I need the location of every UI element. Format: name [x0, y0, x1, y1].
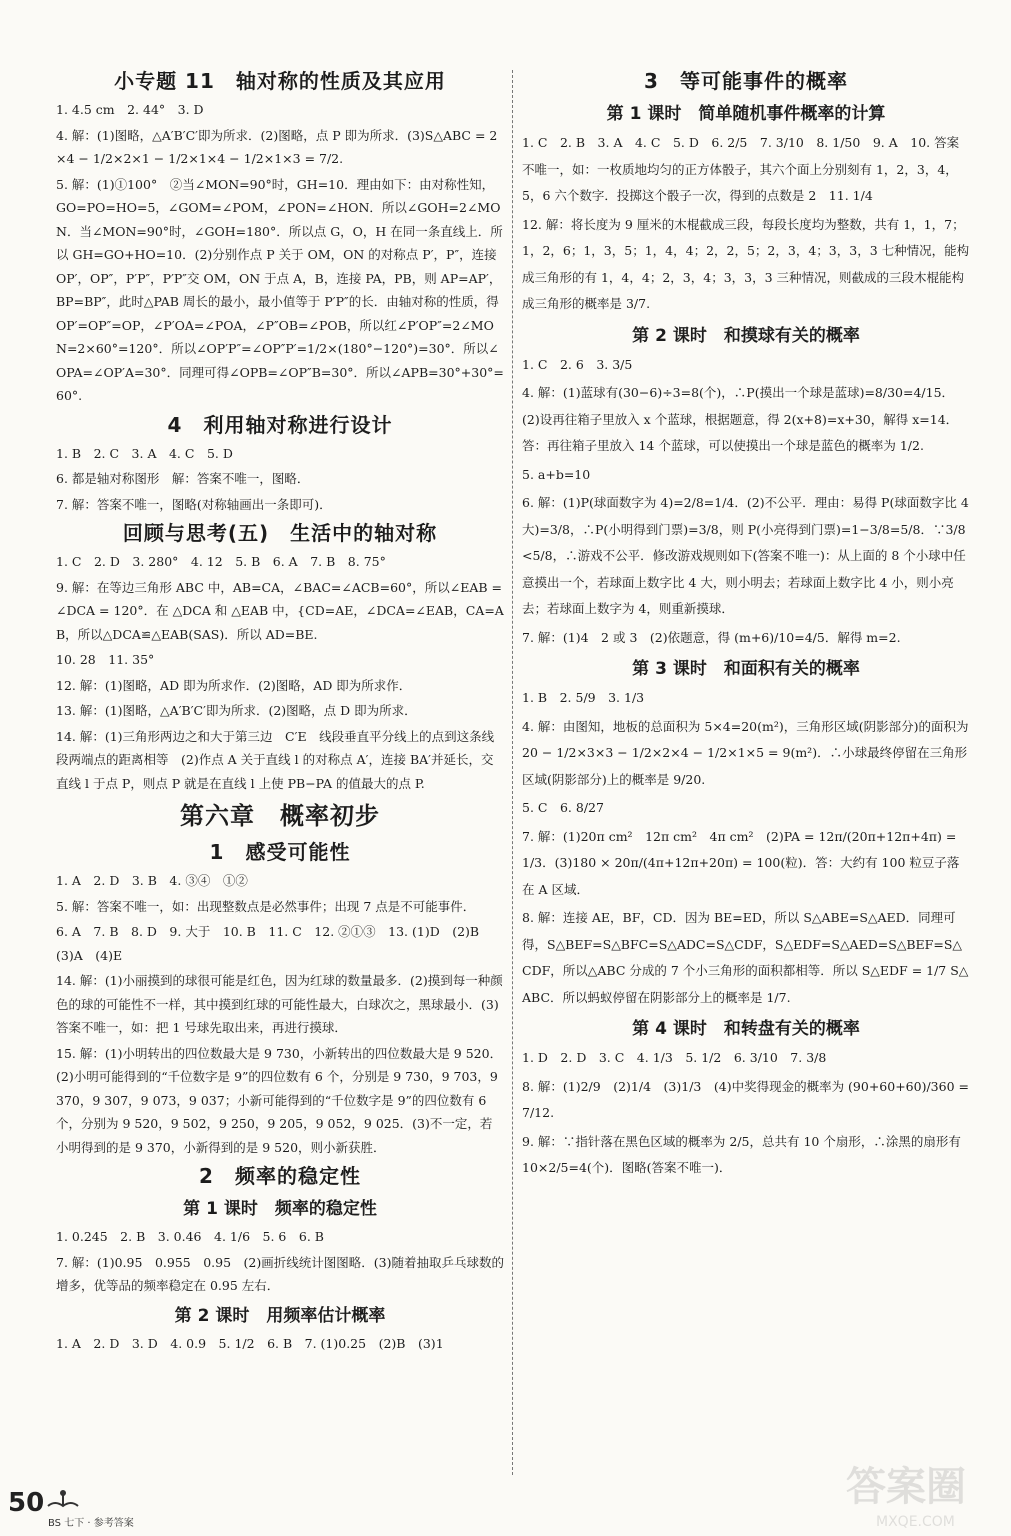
answer-paragraph: 4. 解：(1)图略，△A′B′C′即为所求．(2)图略，点 P 即为所求．(3)S△ABC = 2×4 − 1/2×2×1 − 1/2×1×4 − 1/2×1×3 = 7/2.	[56, 127, 498, 166]
lesson-heading: 第 1 课时 简单随机事件概率的计算	[606, 104, 886, 124]
answer-paragraph: 7. 解：(1)4 2 或 3 (2)依题意，得 (m+6)/10=4/5．解得 m=2.	[522, 629, 901, 645]
answer-paragraph: 8. 解：(1)2/9 (2)1/4 (3)1/3 (4)中奖得现金的概率为 (90+60+60)/360 = 7/12.	[522, 1078, 973, 1120]
lesson-heading: 第 3 课时 和面积有关的概率	[632, 659, 860, 679]
section-heading: 4 利用轴对称进行设计	[167, 412, 393, 437]
answer-paragraph: 1. B 2. C 3. A 4. C 5. D	[56, 445, 233, 461]
section-heading: 小专题 11 轴对称的性质及其应用	[114, 69, 446, 93]
watermark-logo-icon	[836, 1452, 996, 1532]
answer-paragraph: 7. 解：(1)20π cm² 12π cm² 4π cm² (2)PA = 12π/(20π+12π+4π) = 1/3．(3)180 × 20π/(4π+12π+20π) = 100(粒)．答：大约有 100 粒豆子落在 A 区域．	[522, 828, 961, 897]
answer-paragraph: 14. 解：(1)小丽摸到的球很可能是红色，因为红球的数量最多．(2)摸到每一种颜色的球的可能性不一样，其中摸到红球的可能性最大，白球次之，黑球最小．(3)答案不唯一，如：把 1 号球先取出来，再进行摸球．	[56, 973, 503, 1035]
lesson-heading: 第 2 课时 和摸球有关的概率	[632, 325, 860, 346]
answer-paragraph: 13. 解：(1)图略，△A′B′C′即为所求．(2)图略，点 D 即为所求．	[56, 703, 417, 718]
lesson-heading: 第 2 课时 用频率估计概率	[174, 1305, 386, 1326]
lesson-heading: 第 1 课时 频率的稳定性	[183, 1199, 377, 1219]
answer-paragraph: 4. 解：(1)蓝球有(30−6)÷3=8(个)，∴P(摸出一个球是蓝球)=8/30=4/15．(2)设再往箱子里放入 x 个蓝球，根据题意，得 2(x+8)=x+30，解得 x=14．答：再往箱子里放入 14 个蓝球，可以使摸出一个球是蓝色的概率为 1/2.	[522, 385, 959, 453]
section-heading: 第六章 概率初步	[180, 802, 380, 830]
page-number: 50	[8, 1488, 45, 1518]
answer-paragraph: 1. 4.5 cm 2. 44° 3. D	[56, 102, 204, 117]
answer-paragraph: 1. C 2. 6 3. 3/5	[522, 356, 633, 372]
section-heading: 2 频率的稳定性	[199, 1164, 361, 1188]
answer-paragraph: 1. 0.245 2. B 3. 0.46 4. 1/6 5. 6 6. B	[56, 1229, 324, 1244]
answer-paragraph: 12. 解：(1)图略，AD 即为所求作．(2)图略，AD 即为所求作．	[56, 677, 412, 693]
section-heading: 1 感受可能性	[209, 840, 351, 864]
answer-paragraph: 5. 解：(1)①100° ②当∠MON=90°时，GH=10．理由如下：由对称性知，GO=PO=HO=5，∠GOM=∠POM，∠PON=∠HON．所以∠GOH=2∠MON．当∠MON=90°时，∠GOH=180°．所以点 G，O，H 在同一条直线上．所以 GH=GO+HO=10．(2)分别作点 P 关于 OM，ON 的对称点 P′，P″，连接 OP′，OP″，P′P″，P′P″交 OM，ON 于点 A，B，连接 PA，PB，则 AP=AP′，BP=BP″，此时△PAB 周长的最小，最小值等于 P′P″的长．由轴对称的性质，得 OP′=OP″=OP，∠P′OA=∠POA，∠P″OB=∠POB，所以红∠P′OP″=2∠MON=2×60°=120°．所以∠OP′P″=∠OP″P′=1/2×(180°−120°)=30°．所以∠OPA=∠OP′A=30°．同理可得∠OPB=∠OP″B=30°．所以∠APB=30°+30°=60°.	[56, 176, 504, 403]
answer-paragraph: 1. B 2. 5/9 3. 1/3	[522, 690, 645, 705]
answer-paragraph: 6. 都是轴对称图形 解：答案不唯一，图略．	[56, 471, 310, 486]
answer-paragraph: 1. D 2. D 3. C 4. 1/3 5. 1/2 6. 3/10 7. 3/8	[522, 1050, 827, 1065]
answer-paragraph: 12. 解：将长度为 9 厘米的木棍截成三段，每段长度均为整数，共有 1，1，7；1，2，6；1，3，5；1，4，4；2，2，5；2，3，4；3，3，3 七种情况，能构成三角形的有 1，4，4；2，3，4；3，3，3 三种情况，则截成的三段木棍能构成三角形的概率是 3/7.	[522, 216, 970, 311]
answer-paragraph: 9. 解：在等边三角形 ABC 中，AB=CA，∠BAC=∠ACB=60°，所以∠EAB = ∠DCA = 120°．在 △DCA 和 △EAB 中，{CD=AE，∠DCA=∠EAB，CA=AB，所以△DCA≌△EAB(SAS)．所以 AD=BE.	[56, 579, 506, 642]
answer-paragraph: 1. A 2. D 3. D 4. 0.9 5. 1/2 6. B 7. (1)0.25 (2)B (3)1	[56, 1335, 444, 1351]
footer-label: BS 七下 · 参考答案	[48, 1518, 134, 1529]
answer-paragraph: 1. A 2. D 3. B 4. ③④ ①②	[56, 873, 248, 888]
watermark-cn: 答案圈	[846, 1464, 966, 1510]
book-logo-icon	[46, 1488, 80, 1510]
section-heading: 回顾与思考(五) 生活中的轴对称	[122, 521, 438, 545]
section-heading: 3 等可能事件的概率	[644, 69, 848, 93]
answer-paragraph: 7. 解：(1)0.95 0.955 0.95 (2)画折线统计图图略．(3)随着抽取乒乓球数的增多，优等品的频率稳定在 0.95 左右．	[56, 1254, 504, 1293]
right-column	[522, 66, 973, 1184]
answer-paragraph: 14. 解：(1)三角形两边之和大于第三边 C′E 线段垂直平分线上的点到这条线段两端点的距离相等 (2)作点 A 关于直线 l 的对称点 A′，连接 BA′并延长，交直线 l 于点 P，则点 P 就是在直线 l 上使 PB−PA 的值最大的点 P.	[56, 728, 495, 791]
answer-paragraph: 10. 28 11. 35°	[56, 652, 155, 667]
answer-paragraph: 4. 解：由图知，地板的总面积为 5×4=20(m²)，三角形区域(阴影部分)的面积为 20 − 1/2×3×3 − 1/2×2×4 − 1/2×1×5 = 9(m²)．∴小球最终停留在三角形区域(阴影部分)上的概率是 9/20.	[522, 718, 973, 787]
answer-paragraph: 5. 解：答案不唯一，如：出现整数点是必然事件；出现 7 点是不可能事件．	[56, 898, 476, 914]
watermark-url: MXQE.COM	[876, 1514, 955, 1530]
answer-paragraph: 9. 解：∵指针落在黑色区域的概率为 2/5，总共有 10 个扇形，∴涂黑的扇形有 10×2/5=4(个)．图略(答案不唯一)．	[522, 1133, 965, 1175]
column-divider	[512, 70, 513, 1475]
answer-paragraph: 5. a+b=10	[522, 466, 591, 482]
lesson-heading: 第 4 课时 和转盘有关的概率	[632, 1019, 860, 1039]
answer-paragraph: 1. C 2. D 3. 280° 4. 12 5. B 6. A 7. B 8. 75°	[56, 554, 386, 569]
answer-paragraph: 5. C 6. 8/27	[522, 800, 604, 815]
answer-paragraph: 8. 解：连接 AE，BF，CD．因为 BE=ED，所以 S△ABE=S△AED．同理可得，S△BEF=S△BFC=S△ADC=S△CDF，S△EDF=S△AED=S△BEF=S△CDF，所以△ABC 分成的 7 个小三角形的面积都相等．所以 S△EDF = 1/7 S△ABC．所以蚂蚁停留在阴影部分上的概率是 1/7.	[522, 910, 969, 1005]
left-column	[56, 66, 504, 1357]
answer-paragraph: 7. 解：答案不唯一，图略(对称轴画出一条即可)．	[56, 496, 332, 512]
answer-paragraph: 6. A 7. B 8. D 9. 大于 10. B 11. C 12. ②①③ 13. (1)D (2)B (3)A (4)E	[56, 924, 492, 963]
answer-paragraph: 15. 解：(1)小明转出的四位数最大是 9 730，小新转出的四位数最大是 9 520．(2)小明可能得到的“千位数字是 9”的四位数有 6 个，分别是 9 730，9 703，9 370，9 307，9 073，9 037；小新可能得到的“千位数字是 9”的四位数有 6 个，分别为 9 520，9 502，9 250，9 205，9 052，9 025．(3)不一定，若小明得到的是 9 370，小新得到的是 9 520，则小新获胜．	[56, 1045, 503, 1155]
answer-paragraph: 6. 解：(1)P(球面数字为 4)=2/8=1/4．(2)不公平．理由：易得 P(球面数字比 4 大)=3/8，∴P(小明得到门票)=3/8，则 P(小亮得到门票)=1−3/8=5/8．∵3/8<5/8，∴游戏不公平．修改游戏规则如下(答案不唯一)：从上面的 8 个小球中任意摸出一个，若球面上数字比 4 大，则小明去；若球面上数字比 4 小，则小亮去；若球面上数字为 4，则重新摸球．	[522, 495, 973, 616]
answer-paragraph: 1. C 2. B 3. A 4. C 5. D 6. 2/5 7. 3/10 8. 1/50 9. A 10. 答案不唯一，如：一枚质地均匀的正方体骰子，其六个面上分别刻有 1，2，3，4，5，6 六个数字．投掷这个骰子一次，得到的点数是 2 11. 1/4	[522, 135, 960, 203]
